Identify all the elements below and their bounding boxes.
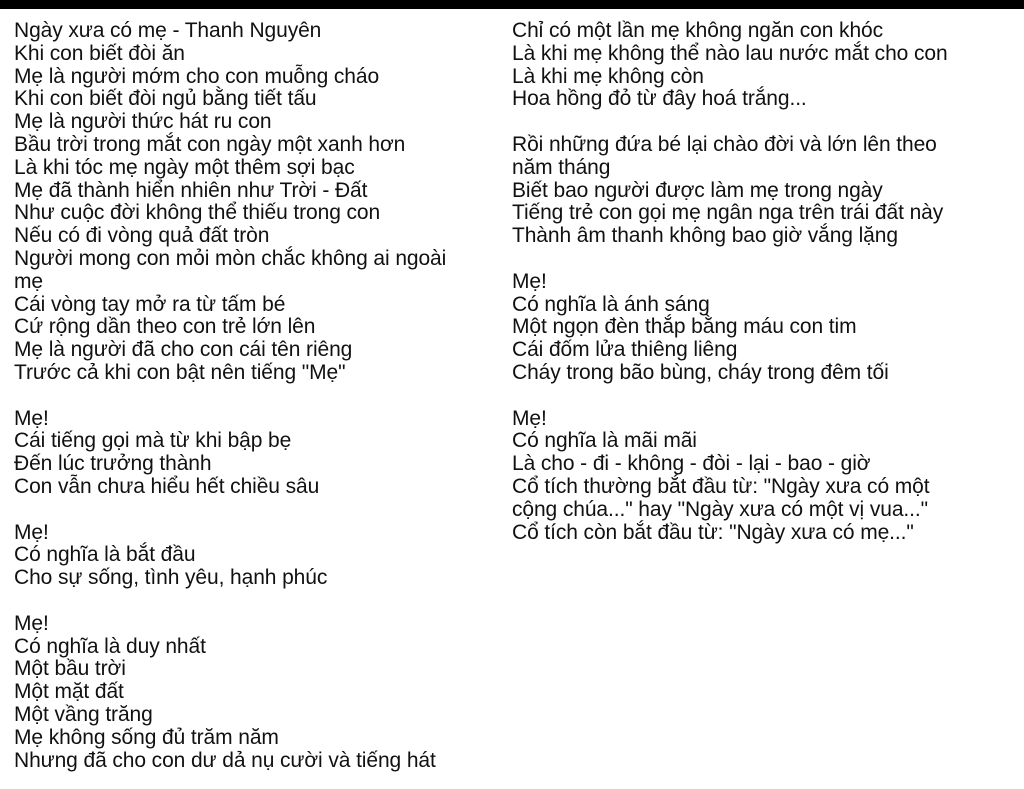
poem-line: Như cuộc đời không thể thiếu trong con: [14, 201, 381, 225]
stanza-break: [14, 590, 502, 613]
poem-line: Mẹ!: [14, 520, 49, 544]
stanza-break: [512, 385, 1012, 408]
poem-line: Mẹ là người mớm cho con muỗng cháo: [14, 64, 380, 88]
poem-line: Người mong con mỏi mòn chắc không ai ngoài: [14, 246, 447, 270]
stanza-break: [14, 499, 502, 522]
poem-line: Bầu trời trong mắt con ngày một xanh hơn: [14, 132, 406, 156]
poem-line: Biết bao người được làm mẹ trong ngày: [512, 178, 883, 202]
poem-line: Nhưng đã cho con dư dả nụ cười và tiếng hát: [14, 748, 436, 772]
poem-line: Khi con biết đòi ăn: [14, 41, 185, 65]
poem-line: Tiếng trẻ con gọi mẹ ngân nga trên trái đất này: [512, 201, 944, 225]
poem-line: Nếu có đi vòng quả đất tròn: [14, 224, 270, 248]
poem-line: Một ngọn đèn thắp bằng máu con tim: [512, 315, 857, 339]
poem-line: Thành âm thanh không bao giờ vắng lặng: [512, 224, 898, 248]
poem-line: mẹ: [14, 269, 43, 293]
stanza-break: [14, 385, 502, 408]
poem-line: Một mặt đất: [14, 680, 124, 704]
poem-line: Hoa hồng đỏ từ đây hoá trắng...: [512, 87, 807, 111]
poem-line: Cái tiếng gọi mà từ khi bập bẹ: [14, 429, 292, 453]
poem-line: Cái đốm lửa thiêng liêng: [512, 338, 738, 362]
poem-line: cộng chúa..." hay "Ngày xưa có một vị vua...": [512, 497, 928, 521]
poem-line: Đến lúc trưởng thành: [14, 452, 212, 476]
poem-line: Có nghĩa là bắt đầu: [14, 543, 196, 567]
poem-line: Mẹ là người thức hát ru con: [14, 110, 272, 134]
poem-line: Là khi mẹ không còn: [512, 64, 704, 88]
poem-line: Mẹ đã thành hiển nhiên như Trời - Đất: [14, 178, 368, 202]
poem-line: Cháy trong bão bùng, cháy trong đêm tối: [512, 360, 889, 384]
poem-line: Mẹ!: [14, 611, 49, 635]
poem-line: Cái vòng tay mở ra từ tấm bé: [14, 292, 286, 316]
poem-line: năm tháng: [512, 155, 611, 179]
poem-line: Chỉ có một lần mẹ không ngăn con khóc: [512, 19, 884, 42]
poem-left-column: [14, 20, 502, 772]
poem-line: Rồi những đứa bé lại chào đời và lớn lên theo: [512, 132, 937, 156]
poem-line: Cho sự sống, tình yêu, hạnh phúc: [14, 566, 328, 590]
poem-line: Mẹ!: [512, 269, 547, 293]
poem-line: Có nghĩa là ánh sáng: [512, 292, 710, 316]
poem-line: Cổ tích còn bắt đầu từ: "Ngày xưa có mẹ...": [512, 520, 914, 544]
poem-line: Mẹ!: [14, 406, 49, 430]
poem-title: Ngày xưa có mẹ - Thanh Nguyên: [14, 19, 322, 42]
poem-line: Cứ rộng dần theo con trẻ lớn lên: [14, 315, 316, 339]
poem-line: Khi con biết đòi ngủ bằng tiết tấu: [14, 87, 317, 111]
poem-line: Trước cả khi con bật nên tiếng "Mẹ": [14, 360, 346, 384]
poem-line: Có nghĩa là duy nhất: [14, 634, 206, 658]
top-border: [0, 0, 1024, 9]
poem-line: Mẹ là người đã cho con cái tên riêng: [14, 338, 353, 362]
stanza-break: [512, 248, 1012, 271]
poem-line: Một vầng trăng: [14, 702, 153, 726]
poem-line: Cổ tích thường bắt đầu từ: "Ngày xưa có một: [512, 474, 930, 498]
stanza-break: [512, 111, 1012, 134]
poem-line: Có nghĩa là mãi mãi: [512, 429, 697, 453]
poem-line: Mẹ!: [512, 406, 547, 430]
poem-line: Là khi tóc mẹ ngày một thêm sợi bạc: [14, 155, 355, 179]
poem-line: Là khi mẹ không thể nào lau nước mắt cho con: [512, 41, 948, 65]
poem-line: Một bầu trời: [14, 657, 126, 681]
poem-right-column: [512, 20, 1012, 544]
poem-line: Con vẫn chưa hiểu hết chiều sâu: [14, 474, 320, 498]
poem-line: Là cho - đi - không - đòi - lại - bao - giờ: [512, 452, 871, 476]
poem-line: Mẹ không sống đủ trăm năm: [14, 725, 279, 749]
